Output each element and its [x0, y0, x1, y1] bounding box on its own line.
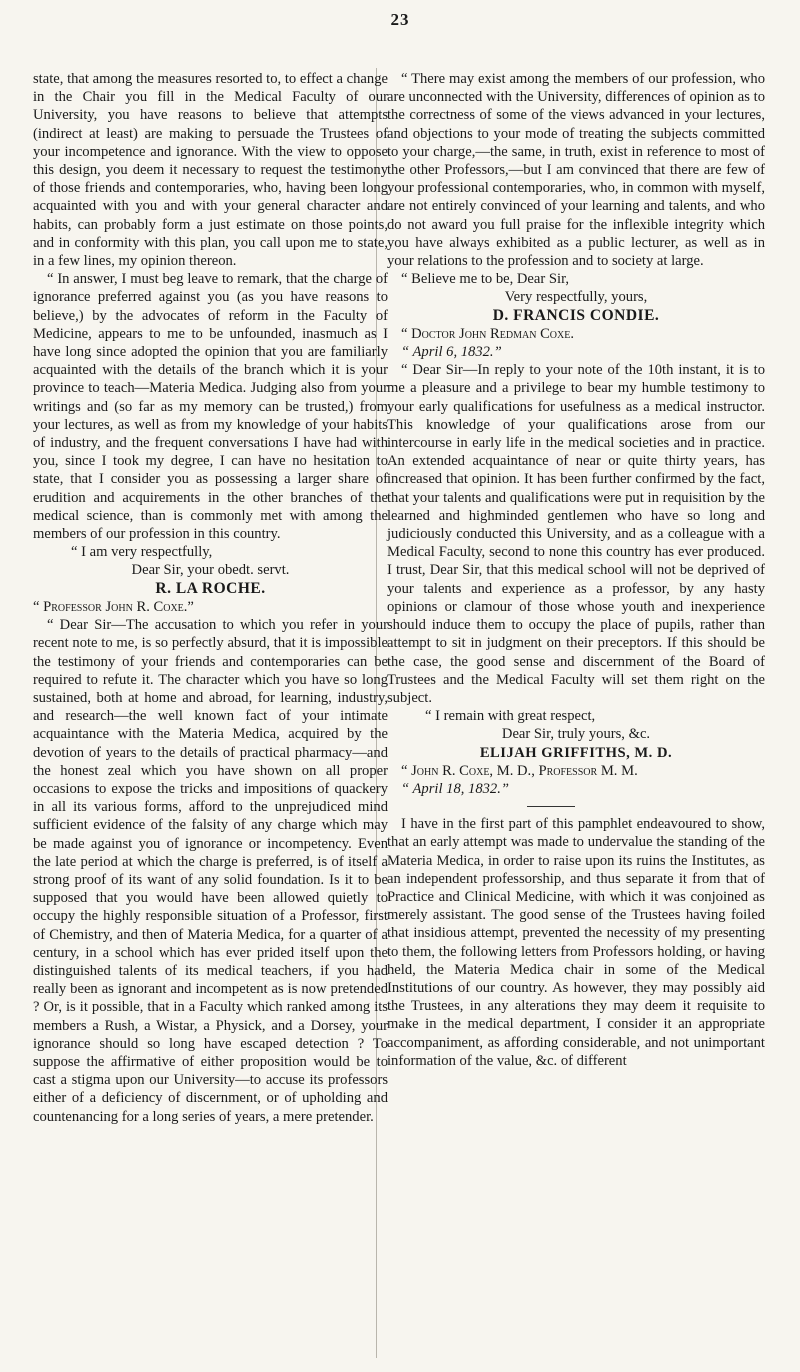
left-column: [33, 70, 388, 1126]
page-number: 23: [390, 10, 410, 29]
section-separator: [527, 806, 575, 807]
left-closing: “ I am very respectfully,: [71, 544, 213, 561]
right-paragraph-2: “ Dear Sir—In reply to your note of the 10th instant, it is to me a pleasure and a privilege to bear my humble testimony to your early qualifications for usefulness as a medical instructor. This knowledge of your qualifications arose from our intercourse in early life in the medical societies and in practice. An extended acquaintance of near or quite thirty years, has increased that opinion. It has been further confirmed by the fact, that your talents and qualifications were put in requisition by the learned and highminded gentlemen who have so long and judiciously conducted this University, and as a colleague with a Medical Faculty, second to none this country has ever produced. I trust, Dear Sir, that this medical school will not be deprived of your talents and experience as a professor, by any hasty opinions or clamour of those whose youth and inexperience should induce them to occupy the place of pupils, rather than attempt to sit in judgment on their preceptors. If this should be the case, the good sense and discernment of the Board of Trustees and the Medical Faculty will set them right on the subject.: [387, 362, 765, 706]
right-addressee-2: [387, 762, 765, 780]
left-addressee-text: “ Professor John R. Coxe.”: [33, 598, 194, 615]
right-addressee-text: “ Doctor John Redman Coxe.: [401, 325, 574, 342]
right-signature-2: ELIJAH GRIFFITHS, M. D.: [479, 744, 673, 761]
left-paragraph-3: “ Dear Sir—The accusation to which you refer in your recent note to me, is so perfectly absurd, that it is impossible the testimony of your friends and contemporaries can be required to refute it. The character which you have so long sustained, both at home and abroad, for learning, industry, and research—the well known fact of your intimate acquaintance with the Materia Medica, acquired by the devotion of years to the details of practical pharmacy—and the honest zeal which you have shown on all proper occasions to expose the tricks and impositions of quackery in all its various forms, afford to the unprejudiced mind sufficient evidence of the falsity of any charge which may be made against you of ignorance or incompetency. Even the late period at which the charge is preferred, is of itself a strong proof of its want of any solid foundation. Is it to be supposed that you would have been allowed quietly to occupy the highly responsible situation of a Professor, first of Chemistry, and then of Materia Medica, for a quarter of a century, in a school which has ever prided itself upon the distinguished talents of its medical teachers, if you had really been as ignorant and incompetent as is now pretended ? Or, is it possible, that in a Faculty which ranked among its members a Rush, a Wistar, a Physick, and a Dorsey, your ignorance should so long have escaped detection ? To suppose the affirmative of either proposition would be to cast a stigma upon our University—to accuse its professors either of a deficiency of discernment, or of upholding and countenancing for a long series of years, a mere pretender.: [33, 617, 388, 1125]
right-paragraph-1: “ There may exist among the members of our profession, who are unconnected with the University, differences of opinion as to the correctness of some of the views advanced in your lectures, and objections to your mode of treating the subjects committed to your charge,—the same, in truth, exist in reference to most of the other Professors,—but I am convinced that there are few of your professional contemporaries, who, in common with myself, are not entirely convinced of your learning and talents, and who do not award you full praise for the inflexible integrity which you have always exhibited as a public lecturer, as well as in your relations to the profession and to society at large.: [387, 71, 765, 270]
right-addressee-2-text: “ John R. Coxe, M. D., Professor M. M.: [401, 762, 638, 779]
right-addressee: [387, 325, 765, 343]
left-paragraph-2: “ In answer, I must beg leave to remark, that the charge of ignorance preferred against you (as you have reasons to believe,) by the advocates of reform in the Faculty of Medicine, appears to me to be unfounded, inasmuch as I have long since adopted the opinion that you are familiarly acquainted with the details of the branch which it is your province to teach—Materia Medica. Judging also from your writings and (so far as my memory can be trusted,) from your lectures, as well as from my knowledge of your habits of industry, and the frequent conversations I have had with you, since I took my degree, I can have no hesitation to state, that I consider you as possessing a larger share of erudition and acquirements in the other branches of the medical science, than is commonly met with among the members of our profession in this country.: [33, 271, 388, 543]
right-date-2: [387, 780, 765, 798]
left-closing-2: Dear Sir, your obedt. servt.: [131, 562, 290, 579]
right-signature: D. FRANCIS CONDIE.: [492, 306, 660, 324]
left-paragraph-1: state, that among the measures resorted to, to effect a change in the Chair you fill in the Medical Faculty of our University, you have reasons to believe that attempts (indirect at least) are making to persuade the Trustees of your incompetence and ignorance. With the view to oppose this design, you deem it necessary to request the testimony of those friends and contemporaries, who, having been long acquainted with you and with your general character and habits, can probably form a just estimate on those points, and in conformity with this plan, you call upon me to state, in a few lines, my opinion thereon.: [33, 71, 388, 270]
left-addressee: [33, 598, 388, 616]
right-closing-4: Dear Sir, truly yours, &c.: [501, 726, 651, 743]
right-date-text: “ April 6, 1832.”: [401, 344, 502, 361]
left-signature: R. LA ROCHE.: [155, 579, 266, 597]
right-column: [387, 70, 765, 1070]
right-closing: “ Believe me to be, Dear Sir,: [401, 271, 569, 288]
right-date-2-text: “ April 18, 1832.”: [401, 780, 509, 797]
right-closing-2: Very respectfully, yours,: [504, 289, 648, 306]
right-paragraph-3: I have in the first part of this pamphlet endeavoured to show, that an early attempt was made to undervalue the standing of the Materia Medica, in order to raise upon its ruins the Institutes, as an independent professorship, and thus separate it from that of Practice and Clinical Medicine, with which it was conjoined as merely assistant. The good sense of the Trustees having foiled that insidious attempt, prevented the necessity of my presenting to them, the following letters from Professors holding, or having held, the Materia Medica chair in some of the Medical Institutions of our country. As however, they may possibly aid the Trustees, in any alterations they may deem it requisite to make in the medical department, I consider it an appropriate accompaniment, as affording considerable, and not unimportant information of the value, &c. of different: [387, 816, 765, 1069]
right-closing-3: “ I remain with great respect,: [425, 708, 596, 725]
right-date: [387, 343, 765, 361]
